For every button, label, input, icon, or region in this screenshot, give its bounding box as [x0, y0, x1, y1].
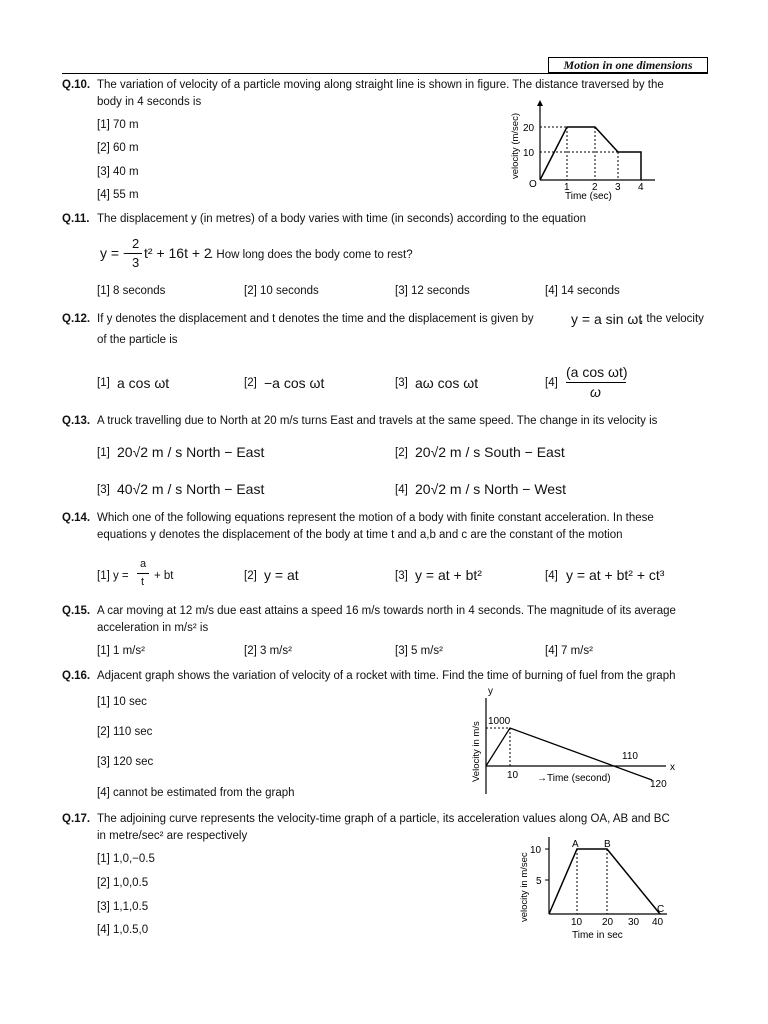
- q17-velocity-line: [549, 849, 660, 914]
- q15-option-2[interactable]: [2] 3 m/s²: [244, 645, 292, 657]
- q14-option-1-prefix[interactable]: [1] y =: [97, 570, 129, 582]
- q14-option-1-numerator[interactable]: a: [140, 558, 147, 570]
- q13-option-3-value[interactable]: 40√2 m / s North − East: [117, 481, 265, 497]
- q14-option-1-denominator[interactable]: t: [141, 576, 145, 588]
- q12-option-3-value[interactable]: aω cos ωt: [415, 375, 479, 391]
- q14-option-4-label[interactable]: [4]: [545, 570, 558, 582]
- q16-number: Q.16.: [62, 670, 91, 682]
- q11-option-3[interactable]: [3] 12 seconds: [395, 285, 470, 297]
- q11-option-4[interactable]: [4] 14 seconds: [545, 285, 620, 297]
- q14-text-line2: equations y denotes the displacement of the body at time t and a,b and c are the constant of the motion: [97, 529, 623, 541]
- q17-xtick-40: 40: [652, 917, 664, 928]
- q16-option-2[interactable]: [2] 110 sec: [97, 726, 153, 738]
- q12-option-4-label[interactable]: [4]: [545, 377, 558, 389]
- q10-option-2[interactable]: [2] 60 m: [97, 142, 139, 154]
- q17-option-4[interactable]: [4] 1,0.5,0: [97, 924, 149, 936]
- q15-text-line1: A car moving at 12 m/s due east attains a speed 16 m/s towards north in 4 seconds. The magnitude of its average: [97, 605, 676, 617]
- q12-text-line1: If y denotes the displacement and t denotes the time and the displacement is given by: [97, 313, 534, 325]
- q11-option-2[interactable]: [2] 10 seconds: [244, 285, 319, 297]
- q10-ytick-20: 20: [523, 123, 535, 134]
- q16-ylabel: Velocity in m/s: [471, 721, 482, 782]
- q10-option-4[interactable]: [4] 55 m: [97, 189, 139, 201]
- q17-xlabel: Time in sec: [572, 930, 623, 941]
- q17-xtick-20: 20: [602, 917, 614, 928]
- q17-point-c: C: [657, 904, 665, 915]
- q13-option-4-label[interactable]: [4]: [395, 484, 408, 496]
- q10-xtick-1: 1: [564, 182, 570, 193]
- q17-number: Q.17.: [62, 813, 91, 825]
- q11-eq-den: 3: [132, 255, 140, 270]
- q16-text-line1: Adjacent graph shows the variation of velocity of a rocket with time. Find the time of burning of fuel from the graph: [97, 670, 676, 682]
- q13-option-1-value[interactable]: 20√2 m / s North − East: [117, 444, 265, 460]
- q17-point-b: B: [604, 839, 611, 850]
- q10-option-1[interactable]: [1] 70 m: [97, 119, 139, 131]
- q11-text-line2: . How long does the body come to rest?: [210, 249, 413, 261]
- q11-eq-rest: t² + 16t + 2: [144, 245, 212, 261]
- q17-velocity-time-graph: [512, 832, 682, 944]
- q17-option-3[interactable]: [3] 1,1,0.5: [97, 901, 149, 913]
- q14-option-1-postfix[interactable]: + bt: [154, 570, 174, 582]
- q14-number: Q.14.: [62, 512, 91, 524]
- q12-option-2-value[interactable]: −a cos ωt: [264, 375, 325, 391]
- q14-option-4-value[interactable]: y = at + bt² + ct³: [566, 567, 665, 583]
- q10-number: Q.10.: [62, 79, 91, 91]
- q12-option-2-label[interactable]: [2]: [244, 377, 257, 389]
- q11-eq-num: 2: [132, 236, 140, 251]
- q11-eq-lhs: y = −: [100, 245, 132, 261]
- q13-option-1-label[interactable]: [1]: [97, 447, 110, 459]
- q12-option-4-numerator[interactable]: (a cos ωt): [566, 364, 628, 380]
- q16-t1-label: 10: [507, 770, 519, 781]
- q17-ytick-10: 10: [530, 845, 542, 856]
- q11-eq-fraction-bar: [129, 253, 142, 254]
- q16-x-label: x: [670, 762, 675, 773]
- q16-t2-label: 110: [622, 751, 638, 762]
- q10-y-arrow: [537, 100, 543, 106]
- chapter-title: Motion in one dimensions: [548, 57, 708, 73]
- q10-ytick-10: 10: [523, 148, 535, 159]
- q17-option-2[interactable]: [2] 1,0,0.5: [97, 877, 149, 889]
- q12-text-line2: of the particle is: [97, 334, 178, 346]
- q17-ylabel: velocity in m/sec: [519, 852, 530, 922]
- q16-xlabel: →Time (second): [537, 773, 611, 784]
- q12-option-4-denominator[interactable]: ω: [590, 384, 601, 400]
- q11-option-1[interactable]: [1] 8 seconds: [97, 285, 166, 297]
- q12-number: Q.12.: [62, 313, 91, 325]
- q14-option-3-label[interactable]: [3]: [395, 570, 408, 582]
- q12-text-line1b: , the velocity: [640, 313, 704, 325]
- q12-equation: y = a sin ωt: [571, 311, 643, 327]
- q17-option-1[interactable]: [1] 1,0,−0.5: [97, 853, 155, 865]
- q14-option-1-fraction-bar: [137, 573, 149, 574]
- q13-number: Q.13.: [62, 415, 91, 427]
- q10-origin-label: O: [529, 179, 537, 190]
- q14-option-2-value[interactable]: y = at: [264, 567, 299, 583]
- q16-peak-label: 1000: [488, 716, 511, 727]
- q16-option-3[interactable]: [3] 120 sec: [97, 756, 154, 768]
- q15-option-1[interactable]: [1] 1 m/s²: [97, 645, 145, 657]
- q17-text-line2: in metre/sec² are respectively: [97, 830, 248, 842]
- q11-number: Q.11.: [62, 213, 90, 225]
- q15-option-4[interactable]: [4] 7 m/s²: [545, 645, 593, 657]
- q13-text-line1: A truck travelling due to North at 20 m/s turns East and travels at the same speed. The change in its velocity is: [97, 415, 658, 427]
- q10-xtick-3: 3: [615, 182, 621, 193]
- header-rule: [62, 73, 708, 74]
- q16-option-4[interactable]: [4] cannot be estimated from the graph: [97, 787, 295, 799]
- q10-xtick-2: 2: [592, 182, 598, 193]
- q16-rocket-velocity-graph: [462, 686, 684, 798]
- q10-velocity-line: [540, 127, 641, 180]
- q11-text-line1: The displacement y (in metres) of a body varies with time (in seconds) according to the equation: [97, 213, 586, 225]
- q15-option-3[interactable]: [3] 5 m/s²: [395, 645, 443, 657]
- q16-t3-label: 120: [650, 779, 667, 790]
- q15-number: Q.15.: [62, 605, 91, 617]
- q14-text-line1: Which one of the following equations represent the motion of a body with finite constant acceleration. In these: [97, 512, 654, 524]
- q12-option-1-value[interactable]: a cos ωt: [117, 375, 170, 391]
- q17-ytick-5: 5: [536, 876, 542, 887]
- q10-text-line2: body in 4 seconds is: [97, 96, 202, 108]
- q13-option-3-label[interactable]: [3]: [97, 484, 110, 496]
- q12-option-4-fraction-bar: [566, 382, 626, 383]
- q14-option-3-value[interactable]: y = at + bt²: [415, 567, 482, 583]
- q10-velocity-time-graph: [505, 95, 675, 205]
- q12-option-3-label[interactable]: [3]: [395, 377, 408, 389]
- q15-text-line2: acceleration in m/s² is: [97, 622, 209, 634]
- q13-option-2-value[interactable]: 20√2 m / s South − East: [415, 444, 565, 460]
- q10-xlabel: Time (sec): [565, 191, 612, 202]
- q10-ylabel: velocity (m/sec): [510, 113, 521, 179]
- q10-option-3[interactable]: [3] 40 m: [97, 166, 139, 178]
- q17-xtick-10: 10: [571, 917, 583, 928]
- q16-option-1[interactable]: [1] 10 sec: [97, 696, 147, 708]
- q17-xtick-30: 30: [628, 917, 640, 928]
- q13-option-2-label[interactable]: [2]: [395, 447, 408, 459]
- q17-point-a: A: [572, 839, 579, 850]
- q13-option-4-value[interactable]: 20√2 m / s North − West: [415, 481, 566, 497]
- q12-option-1-label[interactable]: [1]: [97, 377, 110, 389]
- q16-y-label: y: [488, 686, 493, 697]
- q14-option-2-label[interactable]: [2]: [244, 570, 257, 582]
- q10-xtick-4: 4: [638, 182, 644, 193]
- q10-text-line1: The variation of velocity of a particle moving along straight line is shown in figure. The distance traversed by the: [97, 79, 664, 91]
- q17-text-line1: The adjoining curve represents the velocity-time graph of a particle, its acceleration values along OA, AB and BC: [97, 813, 670, 825]
